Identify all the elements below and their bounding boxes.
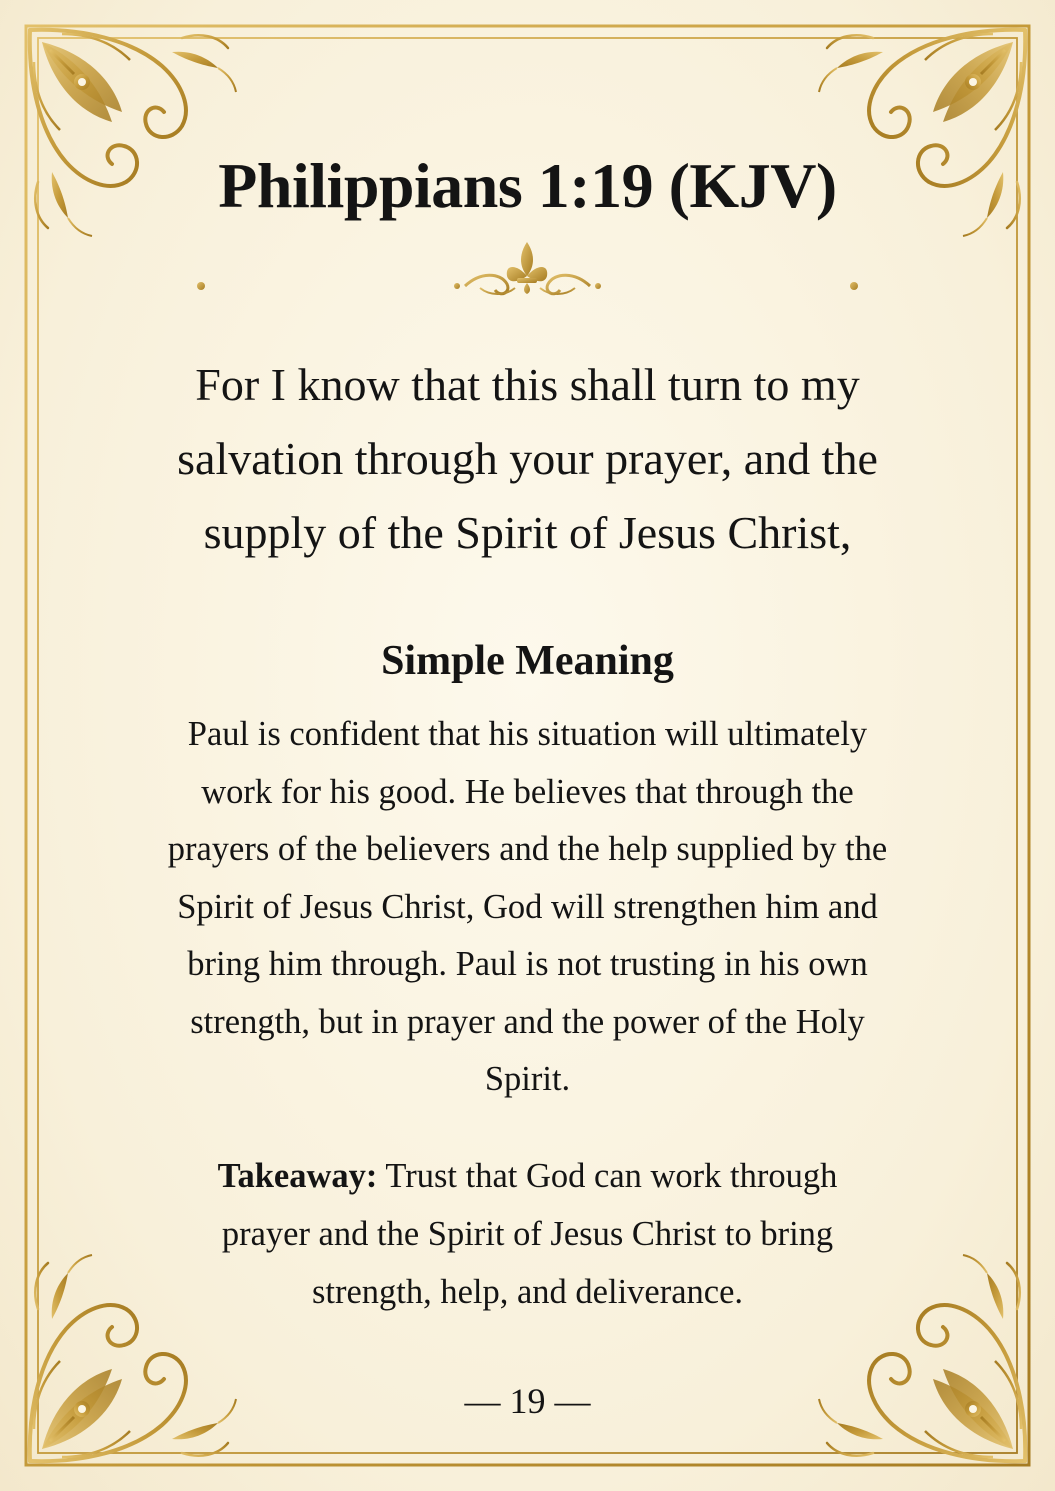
verse-text: For I know that this shall turn to my salvation through your prayer, and the supply of the Spirit of Jesus Christ,	[177, 359, 878, 558]
page-title: Philippians 1:19 (KJV)	[218, 150, 837, 221]
meaning-text: Paul is confident that his situation will ultimately work for his good. He believes that through the prayers of the believers and the help supplied by the Spirit of Jesus Christ, God will strengthen him and bring him through. Paul is not trusting in his own strength, but in prayer and the power of the Holy Spirit.	[167, 715, 888, 1098]
takeaway	[180, 1147, 875, 1321]
fleur-de-lis-divider-icon	[195, 236, 860, 296]
meaning-heading: Simple Meaning	[381, 638, 674, 684]
page-number: — 19 —	[464, 1381, 591, 1421]
takeaway-label: Takeaway:	[217, 1157, 378, 1195]
takeaway-text: Trust that God can work through prayer and the Spirit of Jesus Christ to bring strength, help, and deliverance.	[221, 1157, 838, 1311]
